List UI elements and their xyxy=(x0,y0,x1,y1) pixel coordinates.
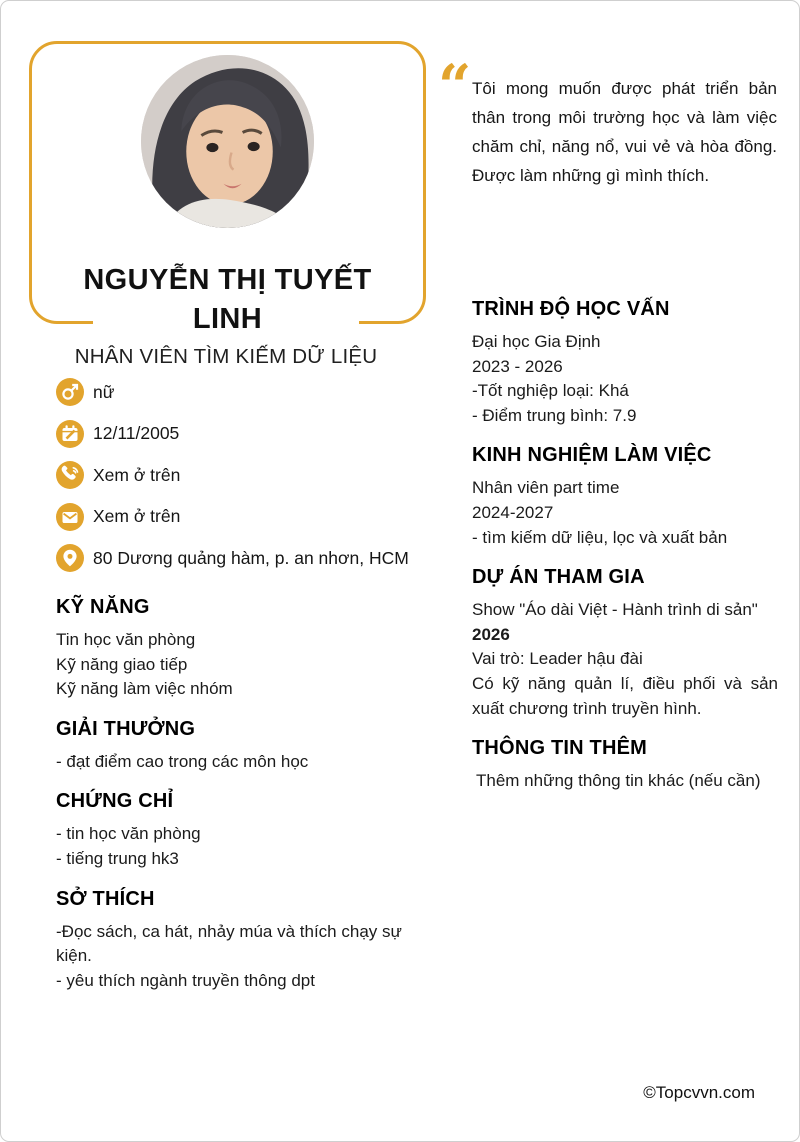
location-icon xyxy=(56,544,84,572)
calendar-icon xyxy=(56,420,84,448)
left-column xyxy=(56,595,438,993)
personal-statement xyxy=(438,52,777,190)
section-heading: KỸ NĂNG xyxy=(56,596,150,618)
candidate-title: NHÂN VIÊN TÌM KIẾM DỮ LIỆU xyxy=(74,345,378,368)
section-line: 2026 xyxy=(472,624,510,644)
section-line: - yêu thích ngành truyền thông dpt xyxy=(56,970,315,990)
section-line: Show "Áo dài Việt - Hành trình di sản" xyxy=(472,600,758,620)
section-heading: THÔNG TIN THÊM xyxy=(472,737,648,760)
section-heading: CHỨNG CHỈ xyxy=(56,790,174,813)
section-heading: KINH NGHIỆM LÀM VIỆC xyxy=(472,444,712,467)
address-value: 80 Dương quảng hàm, p. an nhơn, HCM xyxy=(93,547,409,568)
section-line: Tin học văn phòng xyxy=(56,630,196,649)
quote-icon: “ xyxy=(438,52,472,120)
section-giai-thuong xyxy=(56,717,438,775)
section-kinh-nghiem xyxy=(472,443,778,550)
section-line: - Điểm trung bình: 7.9 xyxy=(472,405,637,425)
section-line: - đạt điểm cao trong các môn học xyxy=(56,751,309,771)
section-hoc-van xyxy=(472,297,778,428)
section-line: Nhân viên part time xyxy=(472,478,620,498)
section-line: 2024-2027 xyxy=(472,502,554,522)
portrait-illustration xyxy=(141,55,314,228)
section-line: -Tốt nghiệp loại: Khá xyxy=(472,381,629,401)
profile-photo xyxy=(141,55,314,228)
contact-list xyxy=(56,378,446,586)
section-thong-tin-them xyxy=(472,736,778,794)
section-line: Thêm những thông tin khác (nếu cần) xyxy=(476,771,761,791)
section-ky-nang xyxy=(56,595,438,702)
watermark-topcvvn: ©Topcvvn.com xyxy=(643,1083,755,1102)
contact-row-phone xyxy=(56,461,446,489)
section-heading: GIẢI THƯỞNG xyxy=(56,717,196,740)
email-value: Xem ở trên xyxy=(93,506,181,526)
section-line: Đại học Gia Định xyxy=(472,332,601,351)
phone-value: Xem ở trên xyxy=(93,464,181,485)
section-so-thich xyxy=(56,887,438,994)
right-column xyxy=(472,297,778,794)
section-chung-chi xyxy=(56,789,438,871)
section-line: Kỹ năng giao tiếp xyxy=(56,654,188,674)
section-du-an xyxy=(472,565,778,721)
birthday-value: 12/11/2005 xyxy=(93,423,180,443)
contact-row-birthday xyxy=(56,420,446,448)
section-line: - tiếng trung hk3 xyxy=(56,848,179,868)
section-heading: SỞ THÍCH xyxy=(56,887,155,910)
section-line: -Đọc sách, ca hát, nhảy múa và thích chạy sự kiện. xyxy=(56,921,402,966)
email-icon xyxy=(56,503,84,531)
section-line: Kỹ năng làm việc nhóm xyxy=(56,679,233,699)
section-heading: TRÌNH ĐỘ HỌC VẤN xyxy=(472,298,670,320)
section-line: Có kỹ năng quản lí, điều phối và sản xuất chương trình truyền hình. xyxy=(472,673,778,718)
contact-row-email xyxy=(56,503,446,531)
section-line: Vai trò: Leader hậu đài xyxy=(472,649,643,669)
section-line: 2023 - 2026 xyxy=(472,356,563,376)
candidate-name: NGUYỄN THỊ TUYẾT LINH xyxy=(83,264,372,335)
section-line: - tin học văn phòng xyxy=(56,824,201,844)
section-heading: DỰ ÁN THAM GIA xyxy=(472,566,645,589)
gender-icon xyxy=(56,378,84,406)
contact-row-gender xyxy=(56,378,446,406)
quote-text: Tôi mong muốn được phát triển bản thân trong môi trường học và làm việc chăm chỉ, năng nổ, vui vẻ và hòa đồng. Được làm những gì mình thích. xyxy=(472,79,777,185)
section-line: - tìm kiếm dữ liệu, lọc và xuất bản xyxy=(472,527,728,547)
phone-icon xyxy=(56,461,84,489)
gender-value: nữ xyxy=(93,381,115,402)
contact-row-address xyxy=(56,544,446,572)
